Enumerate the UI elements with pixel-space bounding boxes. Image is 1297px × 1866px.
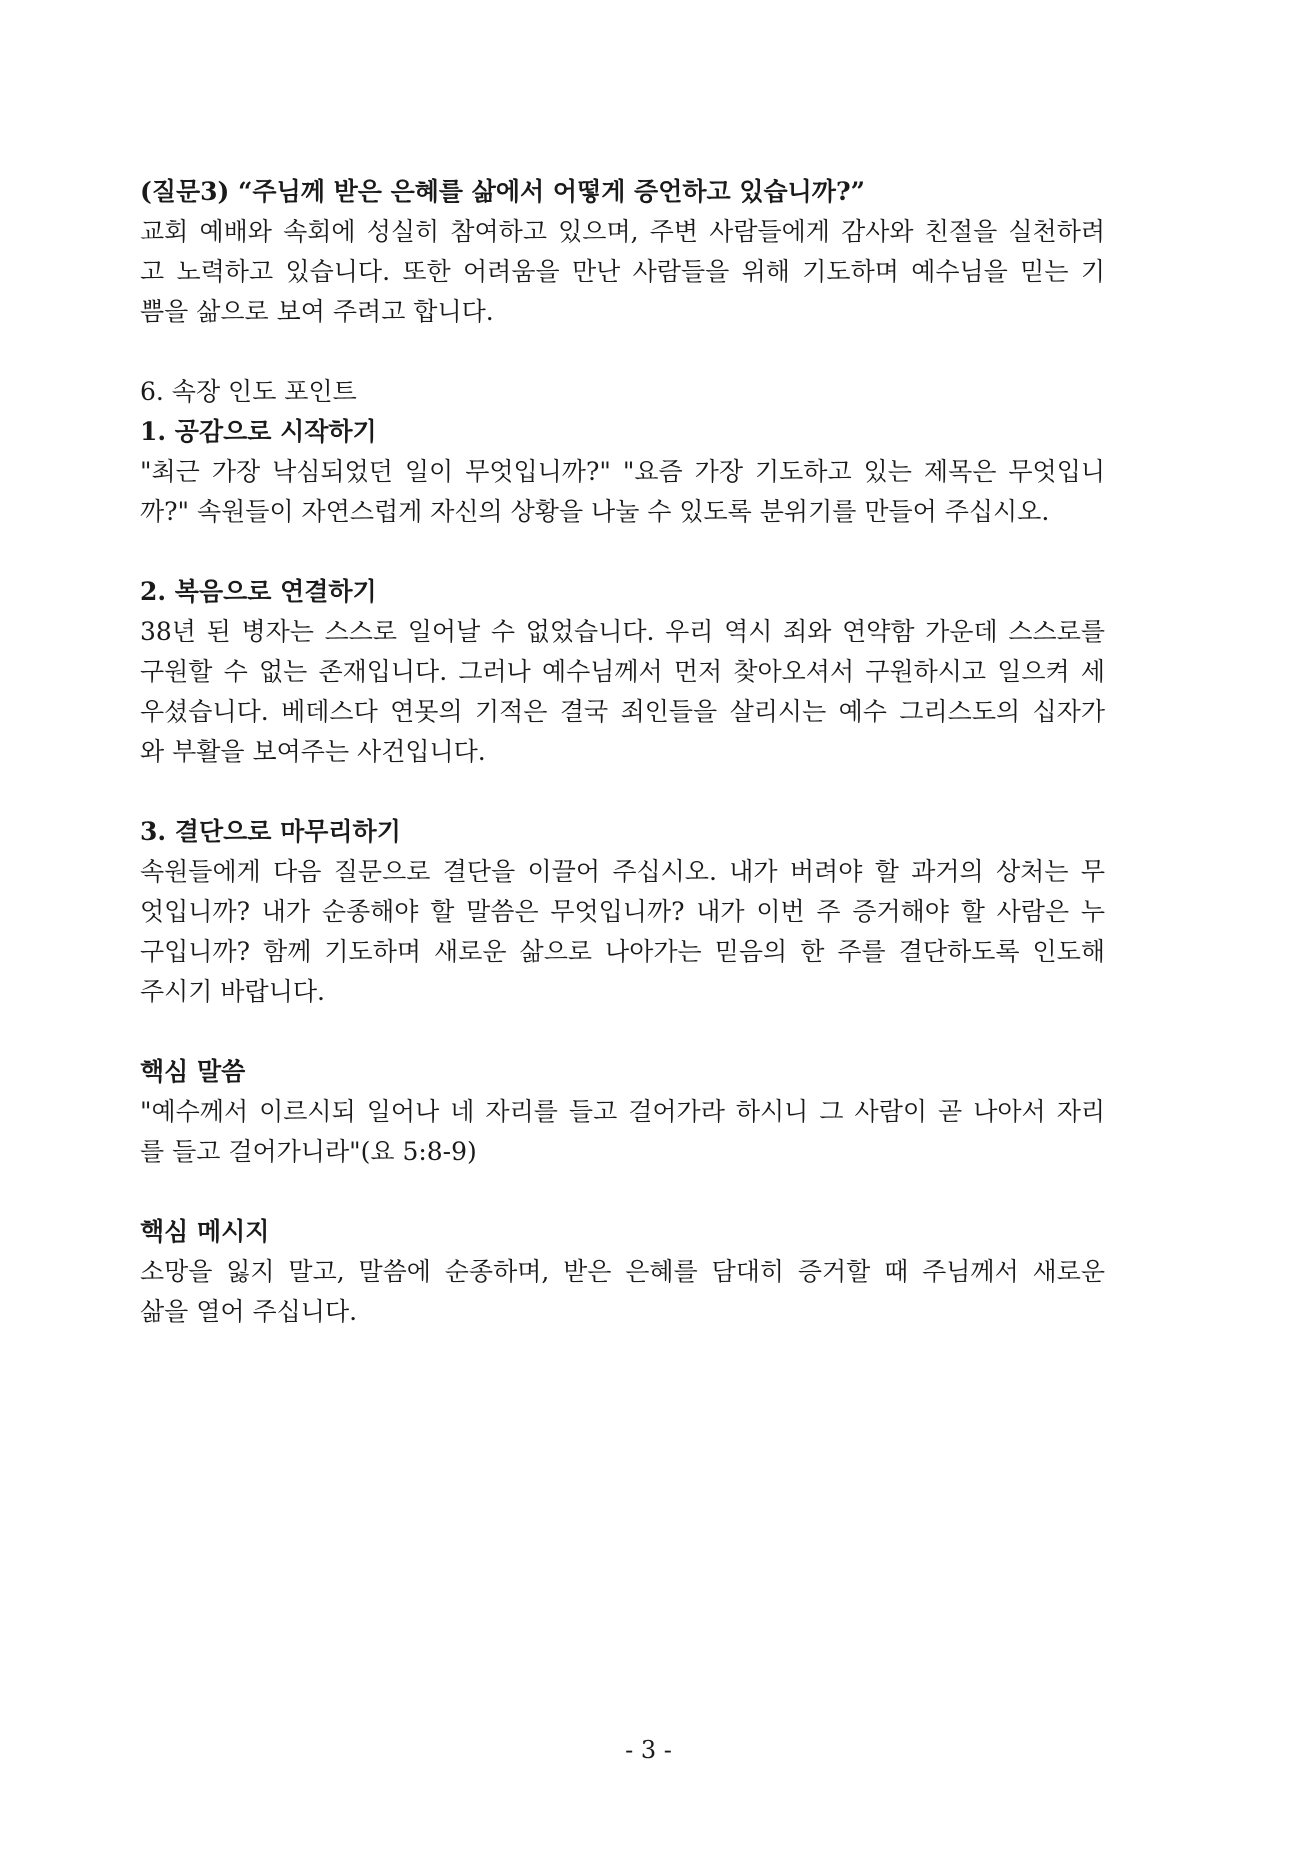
question-3-title: (질문3) “주님께 받은 은혜를 삶에서 어떻게 증언하고 있습니까?” <box>140 177 865 206</box>
key-verse-line: 를 들고 걸어가니라"(요 5:8-9) <box>140 1137 477 1166</box>
point-3-title: 3. 결단으로 마무리하기 <box>140 817 401 846</box>
point-1-line: 까?" 속원들이 자연스럽게 자신의 상황을 나눌 수 있도록 분위기를 만들어 주십시오. <box>140 497 1050 526</box>
point-1-title: 1. 공감으로 시작하기 <box>140 417 377 446</box>
point-2-line: 와 부활을 보여주는 사건입니다. <box>140 737 486 766</box>
point-1-line: "최근 가장 낙심되었던 일이 무엇입니까?" "요즘 가장 기도하고 있는 제목은 무엇입니 <box>140 457 1105 486</box>
key-message-title: 핵심 메시지 <box>140 1217 270 1246</box>
point-3-line: 주시기 바랍니다. <box>140 977 325 1006</box>
point-3-line: 구입니까? 함께 기도하며 새로운 삶으로 나아가는 믿음의 한 주를 결단하도록 인도해 <box>140 937 1105 966</box>
question-3-answer-line: 고 노력하고 있습니다. 또한 어려움을 만난 사람들을 위해 기도하며 예수님을 믿는 기 <box>140 257 1105 286</box>
spacer <box>140 772 1105 812</box>
document-body <box>140 172 1105 1332</box>
spacer <box>140 1012 1105 1052</box>
spacer <box>140 332 1105 372</box>
point-2-title: 2. 복음으로 연결하기 <box>140 577 377 606</box>
question-3-answer-line: 교회 예배와 속회에 성실히 참여하고 있으며, 주변 사람들에게 감사와 친절을 실천하려 <box>140 217 1105 246</box>
key-verse-line: "예수께서 이르시되 일어나 네 자리를 들고 걸어가라 하시니 그 사람이 곧 나아서 자리 <box>140 1097 1105 1126</box>
spacer <box>140 532 1105 572</box>
question-3-answer-line: 쁨을 삶으로 보여 주려고 합니다. <box>140 297 494 326</box>
spacer <box>140 1172 1105 1212</box>
key-verse-title: 핵심 말씀 <box>140 1057 246 1086</box>
key-message-line: 소망을 잃지 말고, 말씀에 순종하며, 받은 은혜를 담대히 증거할 때 주님께서 새로운 <box>140 1257 1105 1286</box>
point-2-line: 구원할 수 없는 존재입니다. 그러나 예수님께서 먼저 찾아오셔서 구원하시고 일으켜 세 <box>140 657 1105 686</box>
page-number: - 3 - <box>625 1736 672 1764</box>
point-3-line: 속원들에게 다음 질문으로 결단을 이끌어 주십시오. 내가 버려야 할 과거의 상처는 무 <box>140 857 1105 886</box>
section-6-heading: 6. 속장 인도 포인트 <box>140 377 357 406</box>
point-3-line: 엇입니까? 내가 순종해야 할 말씀은 무엇입니까? 내가 이번 주 증거해야 할 사람은 누 <box>140 897 1105 926</box>
key-message-line: 삶을 열어 주십니다. <box>140 1297 358 1326</box>
point-2-line: 우셨습니다. 베데스다 연못의 기적은 결국 죄인들을 살리시는 예수 그리스도의 십자가 <box>140 697 1105 726</box>
point-2-line: 38년 된 병자는 스스로 일어날 수 없었습니다. 우리 역시 죄와 연약함 가운데 스스로를 <box>140 617 1105 646</box>
